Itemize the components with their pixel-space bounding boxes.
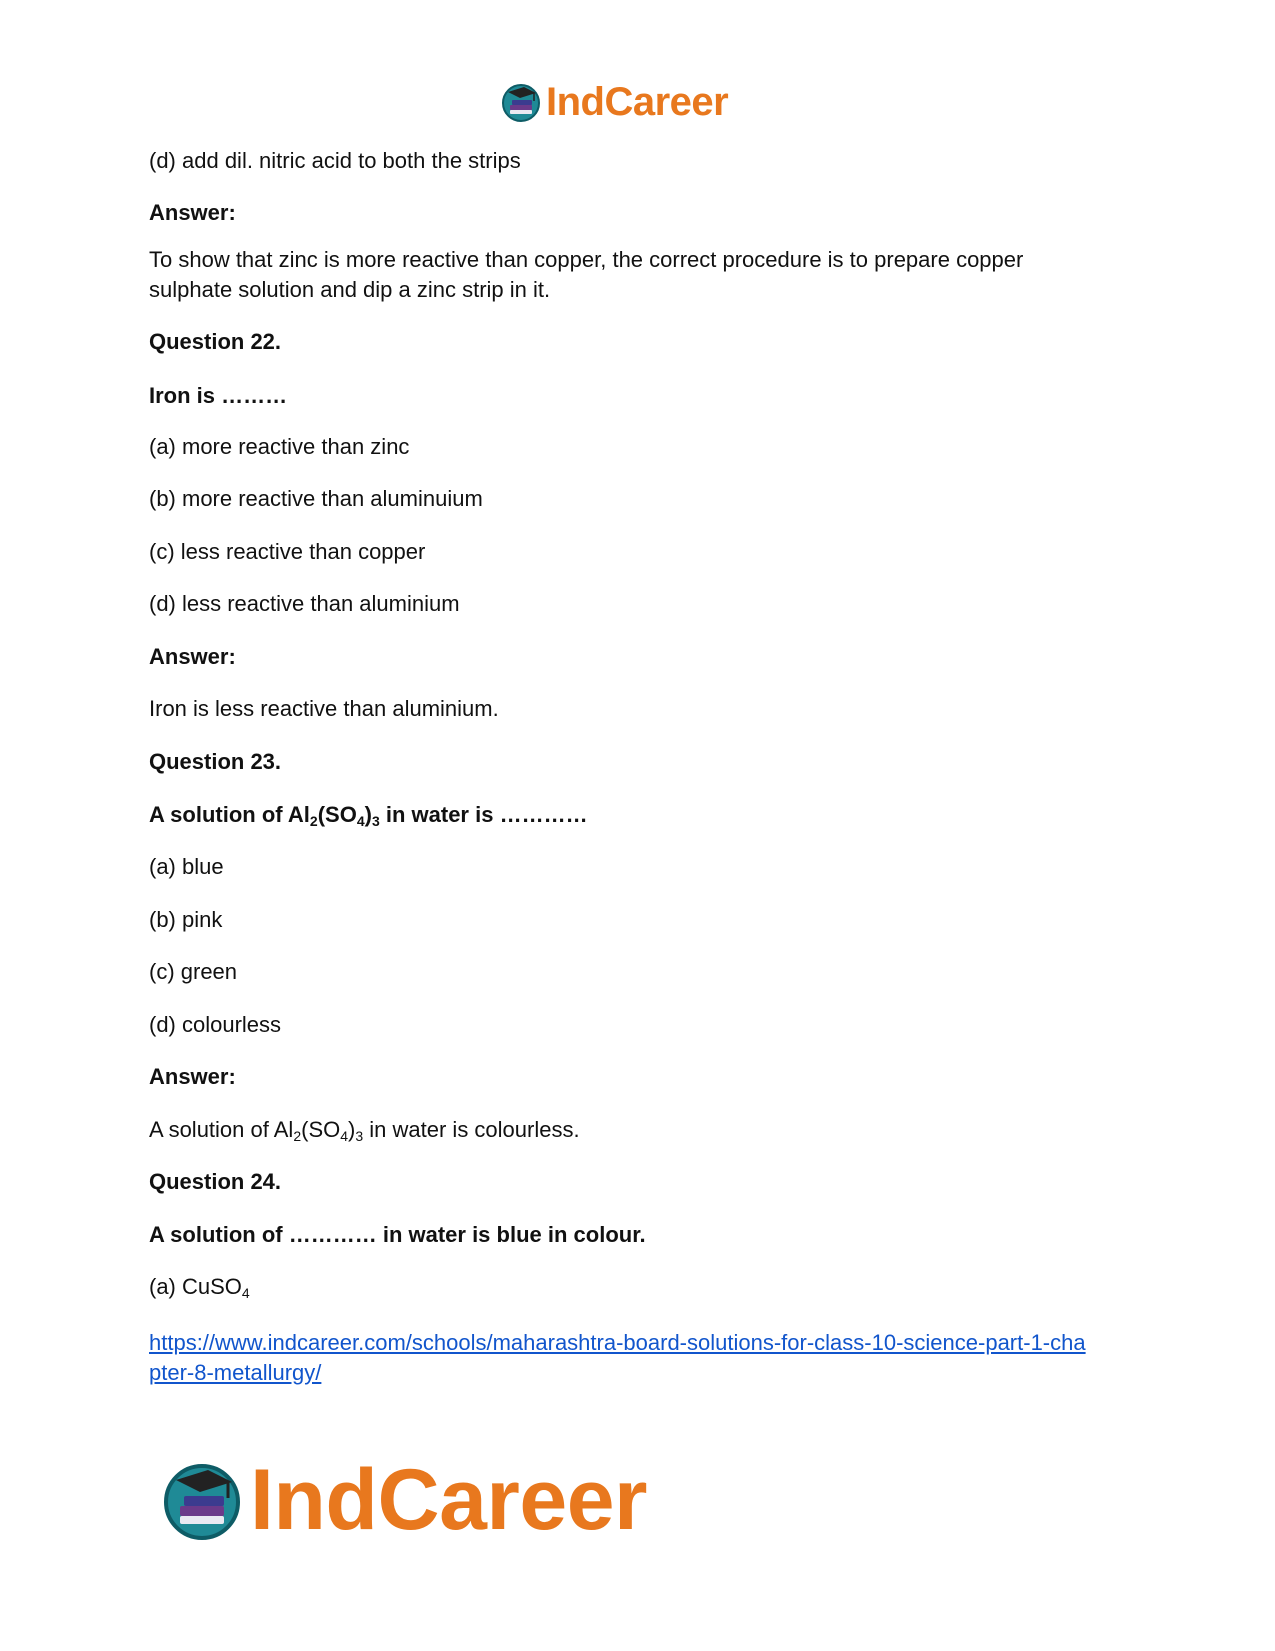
answer-text-q22: Iron is less reactive than aluminium. <box>149 696 499 721</box>
option-d-q23: (d) colourless <box>149 1012 282 1037</box>
question-22-text: Iron is ……… <box>149 383 288 408</box>
option-d-q21: (d) add dil. nitric acid to both the strips <box>149 148 521 173</box>
header-logo <box>500 78 780 126</box>
answer-label: Answer: <box>149 644 236 669</box>
logo-wordmark: IndCareer <box>546 80 729 124</box>
option-c-q23: (c) green <box>149 959 238 984</box>
logo-wordmark: IndCareer <box>250 1452 647 1548</box>
answer-text-q21: To show that zinc is more reactive than copper, the correct procedure is to prepare copper sulphate solution and dip a zinc strip in it. <box>149 247 1024 302</box>
question-22-heading: Question 22. <box>149 329 282 354</box>
answer-label: Answer: <box>149 1064 236 1089</box>
option-b-q22: (b) more reactive than aluminuium <box>149 486 483 511</box>
question-24-text: A solution of ………… in water is blue in colour. <box>149 1222 646 1247</box>
question-24-heading: Question 24. <box>149 1169 282 1194</box>
graduation-cap-book-icon <box>500 81 542 123</box>
question-23-text: A solution of $Al_2(SO_4)_3$ in water is ………… <box>149 802 588 829</box>
option-a-q24: (a) CuSO$_4$ <box>149 1274 250 1301</box>
option-b-q23: (b) pink <box>149 907 223 932</box>
source-url-link[interactable]: https://www.indcareer.com/schools/maharashtra-board-solutions-for-class-10-science-part-1-cha pter-8-metallurgy/ <box>149 1330 1086 1385</box>
option-a-q22: (a) more reactive than zinc <box>149 434 410 459</box>
question-23-heading: Question 23. <box>149 749 282 774</box>
option-c-q22: (c) less reactive than copper <box>149 539 426 564</box>
option-d-q22: (d) less reactive than aluminium <box>149 591 460 616</box>
option-a-q23: (a) blue <box>149 854 224 879</box>
graduation-cap-book-icon <box>160 1458 244 1542</box>
footer-logo <box>160 1452 700 1548</box>
answer-label: Answer: <box>149 200 236 225</box>
answer-text-q23: A solution of $Al_2(SO_4)_3$ in water is colourless. <box>149 1117 580 1144</box>
